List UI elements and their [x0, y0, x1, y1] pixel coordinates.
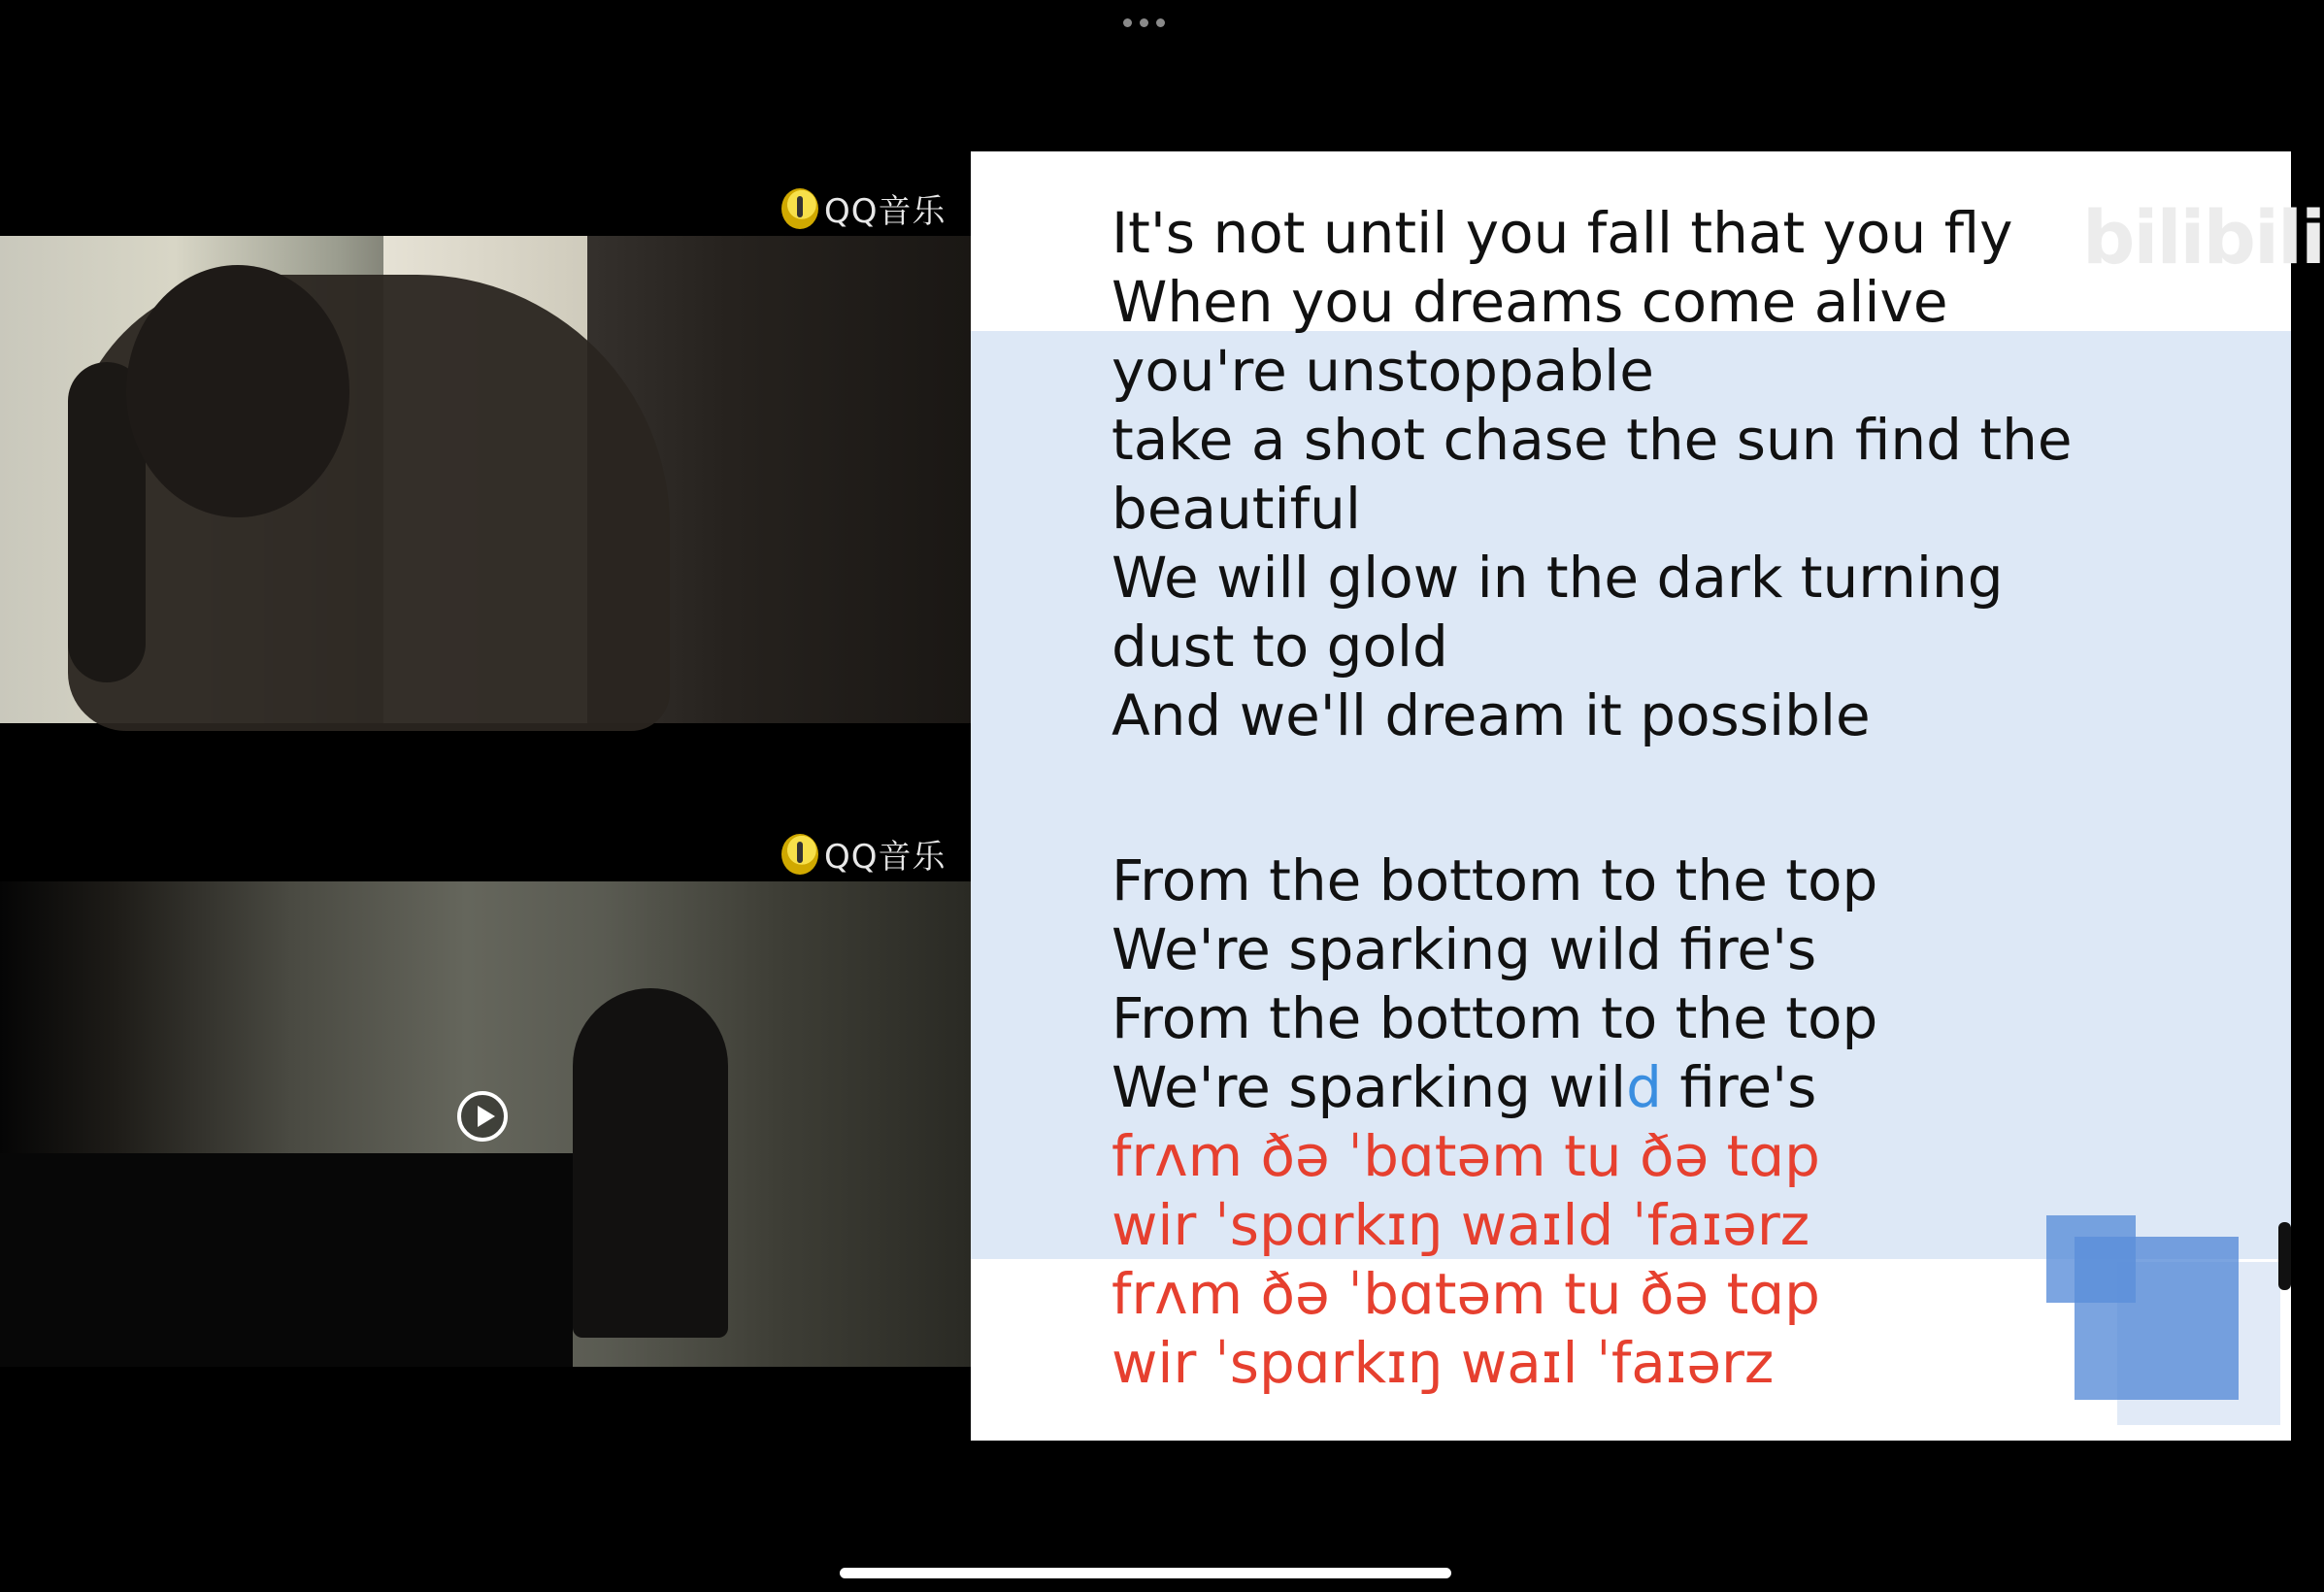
current-letter: d — [1626, 1054, 1662, 1120]
lyric-line: When you dreams come alive — [1112, 269, 1948, 335]
lyric-line: dust to gold — [1112, 614, 1448, 680]
qq-music-watermark-text: QQ音乐 — [824, 192, 946, 231]
chorus-line: We're sparking wild fire's — [1112, 916, 1817, 982]
chorus-line: From the bottom to the top — [1112, 847, 1878, 913]
phonetic-line: wir ˈspɑrkɪŋ waɪl ˈfaɪərz — [1112, 1330, 1775, 1396]
qq-music-watermark-bottom — [781, 830, 946, 878]
play-icon[interactable] — [457, 1091, 508, 1142]
home-indicator[interactable] — [840, 1568, 1451, 1578]
lyric-line: It's not until you fall that you fly — [1112, 200, 2013, 266]
lyric-line: take a shot chase the sun find the — [1112, 407, 2073, 473]
lyric-line: And we'll dream it possible — [1112, 682, 1871, 748]
phonetic-line: frʌm ðə ˈbɑtəm tu ðə tɑp — [1112, 1261, 1820, 1327]
lyric-line: beautiful — [1112, 476, 1361, 542]
lyrics-panel — [971, 151, 2324, 1441]
qq-music-watermark-top — [781, 184, 946, 232]
scrollbar-thumb[interactable] — [2278, 1222, 2291, 1290]
video-panel[interactable] — [0, 151, 971, 1441]
decorative-square — [2046, 1215, 2136, 1303]
bilibili-watermark: bilibili — [2082, 194, 2324, 281]
lyric-line: We will glow in the dark turning — [1112, 545, 2004, 611]
qq-music-logo-icon — [781, 188, 818, 229]
video-frame-girl-window[interactable] — [0, 236, 971, 723]
lyrics-text — [1112, 199, 2179, 1398]
phonetic-line: frʌm ðə ˈbɑtəm tu ðə tɑp — [1112, 1123, 1820, 1189]
qq-music-logo-icon — [781, 834, 818, 875]
qq-music-watermark-text: QQ音乐 — [824, 838, 946, 877]
chorus-line-current: We're sparking wild fire's — [1112, 1054, 1817, 1120]
phonetic-line: wir ˈspɑrkɪŋ waɪld ˈfaɪərz — [1112, 1192, 1810, 1258]
more-dots-icon[interactable] — [1123, 18, 1165, 27]
lyric-line: you're unstoppable — [1112, 338, 1654, 404]
chorus-line: From the bottom to the top — [1112, 985, 1878, 1051]
